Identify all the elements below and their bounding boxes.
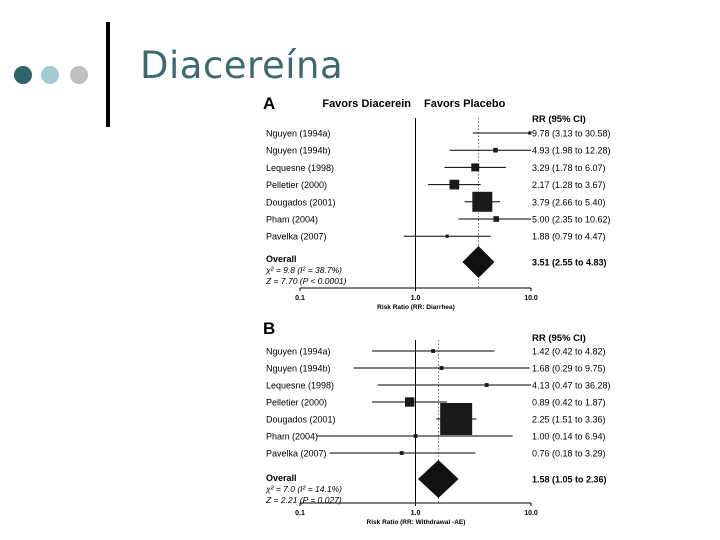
overall-ci-text: 1.58 (1.05 to 2.36)	[532, 474, 607, 485]
study-box	[440, 403, 472, 435]
study-label: Lequesne (1998)	[266, 380, 335, 391]
heterogeneity-stat: Z = 2.21 (P = 0.027)	[266, 495, 342, 505]
study-box	[414, 434, 418, 438]
x-axis-title: Risk Ratio (RR: Diarrhea)	[377, 304, 455, 311]
study-label: Lequesne (1998)	[266, 162, 335, 173]
favors-left-label: Favors Diacerein	[322, 98, 411, 110]
study-ci-text: 2.17 (1.28 to 3.67)	[532, 180, 606, 191]
overall-label: Overall	[266, 254, 297, 264]
heterogeneity-stat: Z = 7.70 (P < 0.0001)	[266, 276, 347, 286]
x-tick-label: 1.0	[410, 510, 421, 517]
study-label: Pelletier (2000)	[266, 180, 328, 191]
study-ci-text: 0.89 (0.42 to 1.87)	[532, 397, 606, 408]
overall-diamond	[418, 460, 459, 498]
study-label: Pavelka (2007)	[266, 231, 327, 242]
study-ci-text: 4.93 (1.98 to 12.28)	[532, 145, 611, 156]
study-box	[405, 397, 414, 406]
study-label: Nguyen (1994a)	[266, 346, 331, 357]
study-box	[400, 451, 404, 455]
study-label: Pelletier (2000)	[266, 397, 328, 408]
panel-label: A	[263, 94, 276, 113]
heterogeneity-stat: χ² = 9.8 (I² = 38.7%)	[266, 265, 342, 275]
study-ci-text: 5.00 (2.35 to 10.62)	[532, 214, 611, 225]
overall-ci-text: 3.51 (2.55 to 4.83)	[532, 257, 607, 268]
x-tick-label: 0.1	[295, 510, 305, 517]
study-ci-text: 4.13 (0.47 to 36.28)	[532, 380, 611, 391]
panel-label: B	[263, 319, 276, 338]
study-label: Dougados (2001)	[266, 197, 336, 208]
study-ci-text: 9.78 (3.13 to 30.58)	[532, 128, 611, 139]
study-box	[485, 383, 489, 387]
study-label: Pham (2004)	[266, 431, 319, 442]
study-ci-text: 1.88 (0.79 to 4.47)	[532, 231, 606, 242]
study-label: Nguyen (1994b)	[266, 145, 331, 156]
study-box	[431, 349, 435, 353]
study-ci-text: 3.79 (2.66 to 5.40)	[532, 197, 606, 208]
study-ci-text: 1.42 (0.42 to 4.82)	[532, 346, 606, 357]
ci-column-header: RR (95% CI)	[532, 333, 586, 344]
study-box	[440, 366, 444, 370]
study-label: Nguyen (1994b)	[266, 363, 331, 374]
heterogeneity-stat: χ² = 7.0 (I² = 14.1%)	[266, 484, 342, 494]
study-ci-text: 2.25 (1.51 to 3.36)	[532, 414, 606, 425]
slide-title: Diacereína	[140, 44, 344, 87]
ci-column-header: RR (95% CI)	[532, 114, 586, 125]
study-label: Nguyen (1994a)	[266, 128, 331, 139]
study-ci-text: 1.68 (0.29 to 9.75)	[532, 363, 606, 374]
x-axis-title: Risk Ratio (RR: Withdrawal -AE)	[366, 519, 466, 526]
x-tick-label: 10.0	[524, 510, 538, 517]
x-tick-label: 0.1	[295, 295, 305, 302]
study-ci-text: 1.00 (0.14 to 6.94)	[532, 431, 606, 442]
favors-right-label: Favors Placebo	[424, 98, 506, 110]
study-ci-text: 3.29 (1.78 to 6.07)	[532, 162, 606, 173]
x-tick-label: 10.0	[524, 295, 538, 302]
x-tick-label: 1.0	[410, 295, 421, 302]
study-label: Pham (2004)	[266, 214, 319, 225]
study-label: Pavelka (2007)	[266, 448, 327, 459]
overall-label: Overall	[266, 473, 297, 483]
study-label: Dougados (2001)	[266, 414, 336, 425]
study-ci-text: 0.76 (0.18 to 3.29)	[532, 448, 606, 459]
